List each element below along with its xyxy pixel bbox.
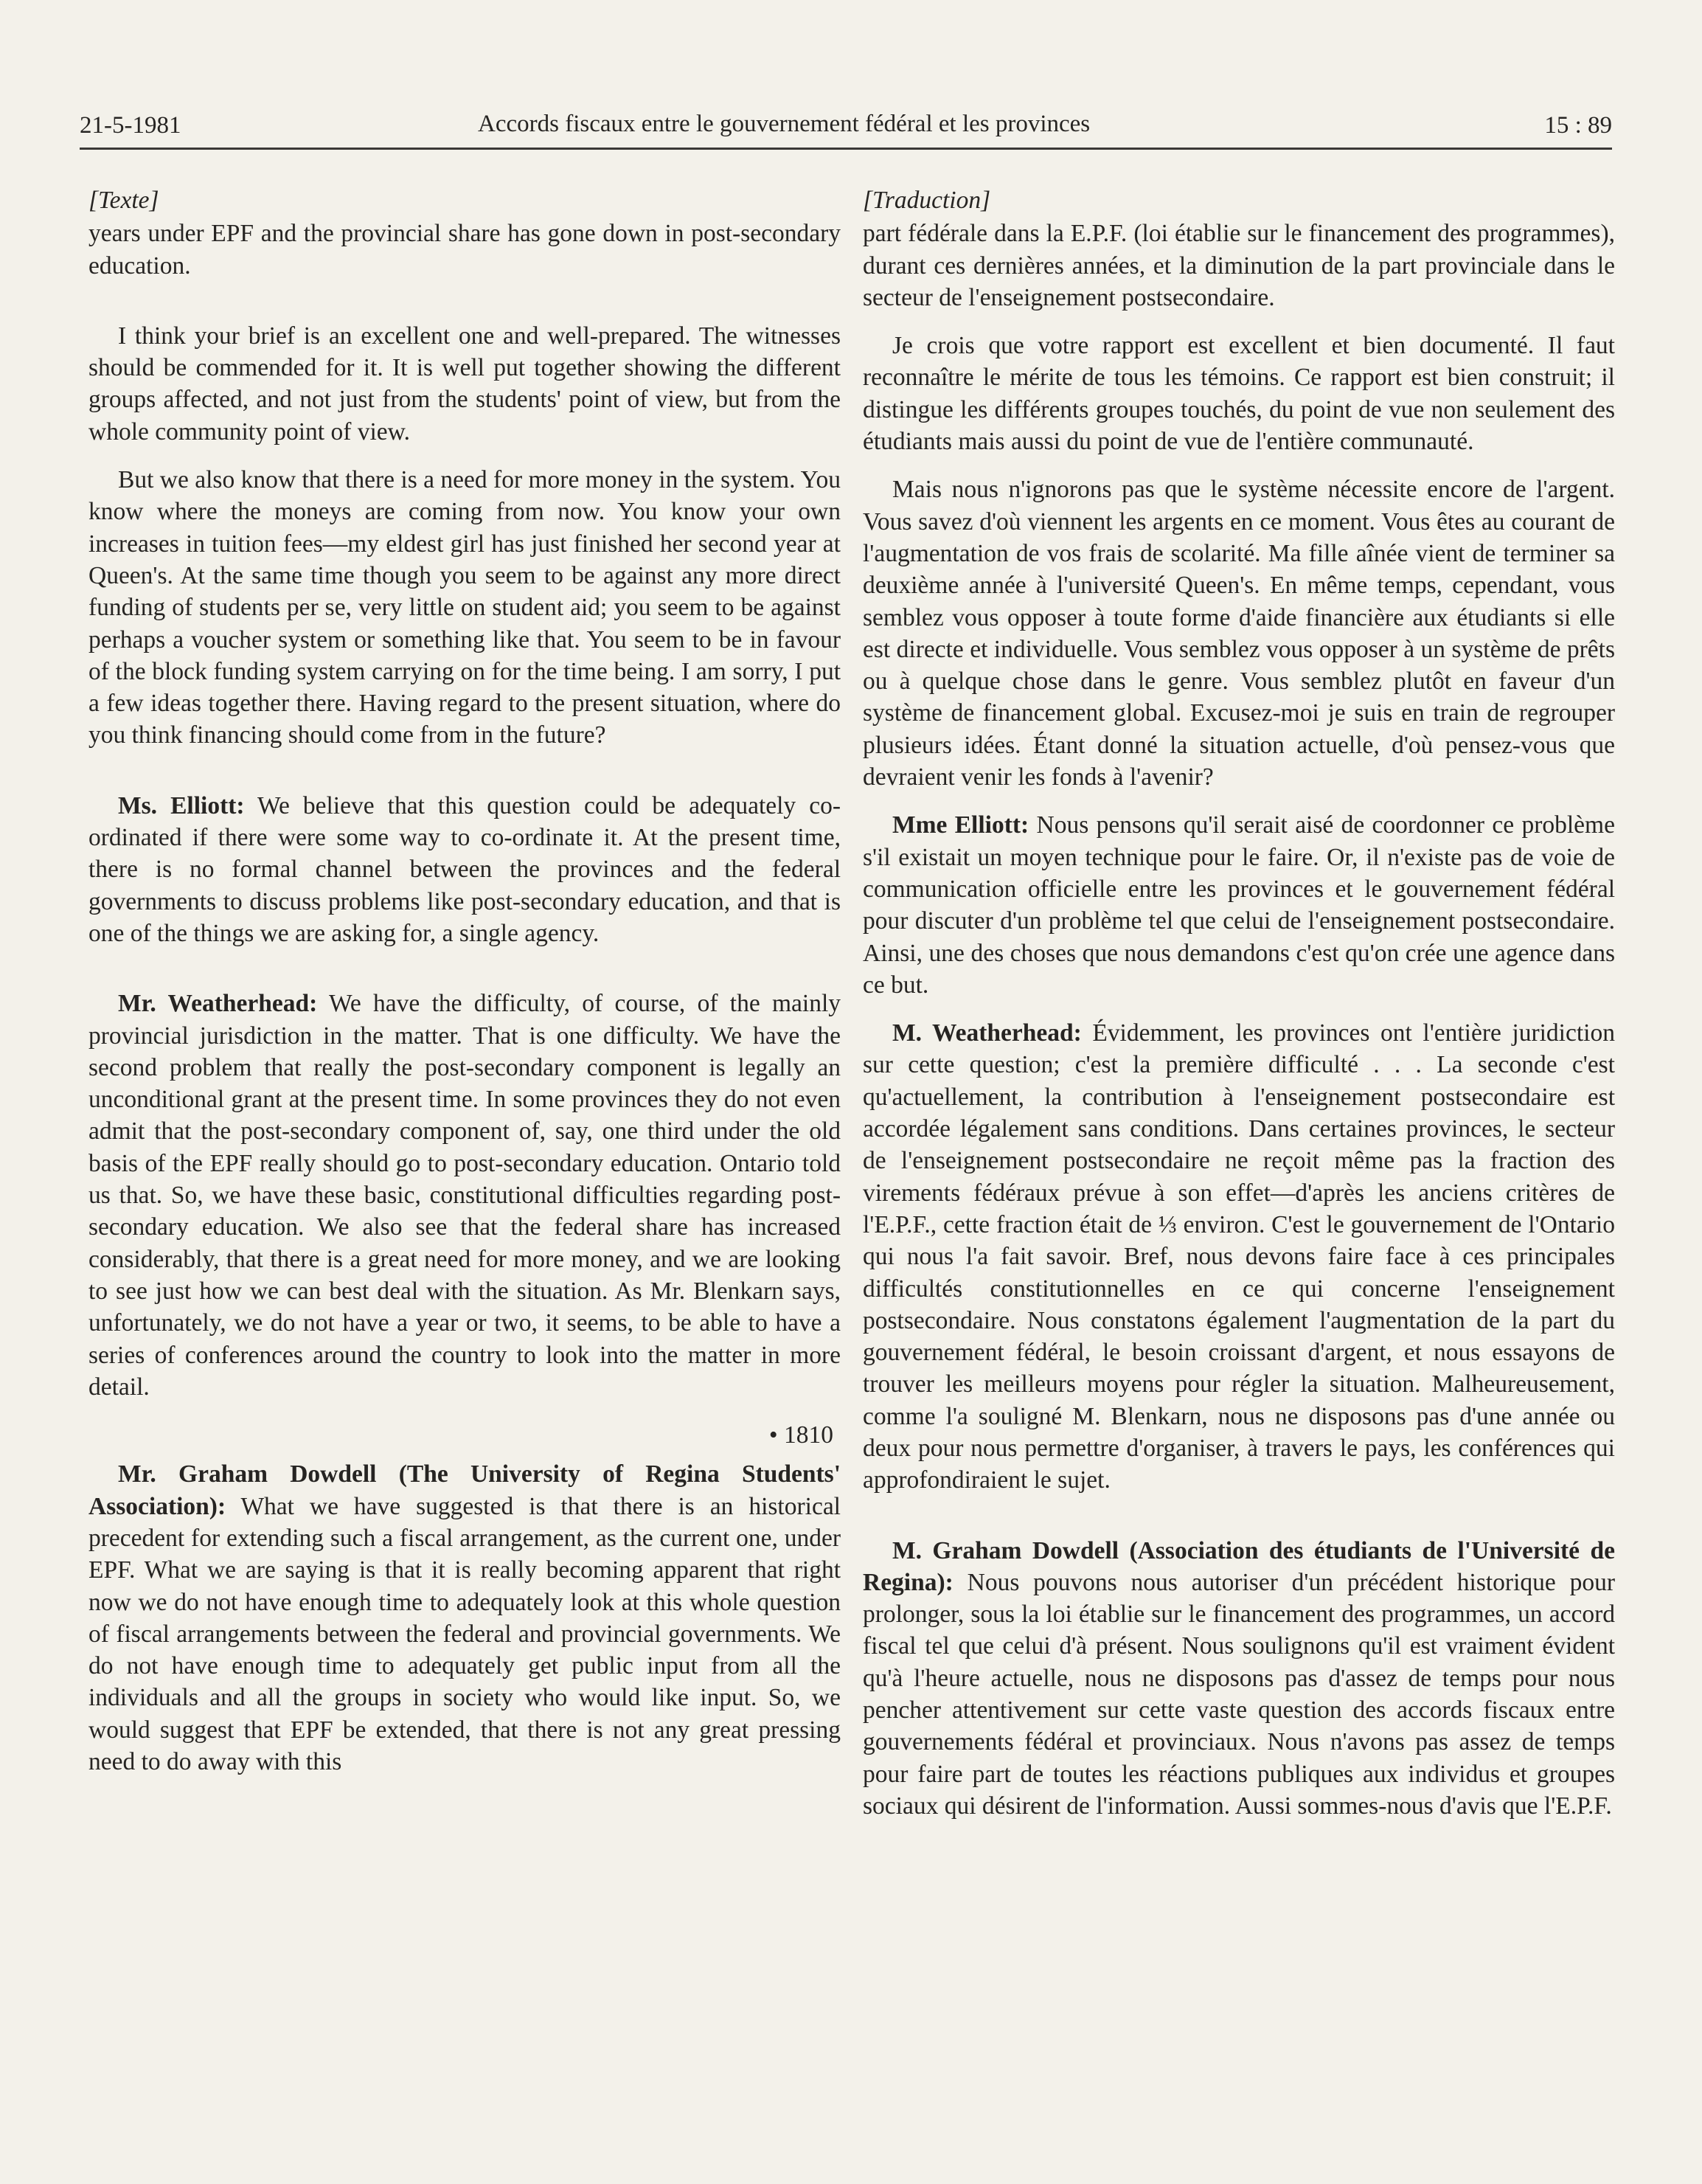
paragraph: Je crois que votre rapport est excellent et bien documenté. Il faut reconnaître le mérite de tous les témoins. Ce rapport est bien construit; il distingue les différents groupes touchés, du point de vue non seulement des étudiants mais aussi du point de vue de l'entière communauté. [863,332,1615,456]
speech-paragraph [88,988,841,1403]
speech-text: What we have suggested is that there is an historical precedent for extending such a fiscal arrangement, as the current one, under EPF. What we are saying is that it is really becoming apparent that right now we do not have enough time to adequately look at this whole question of fiscal arrangements between the federal and provincial governments. We do not have enough time to adequately get public input from all the individuals and all the groups in society who would like input. So, we would suggest that EPF be extended, that there is not any great pressing need to do away with this [88,1492,841,1776]
column-label: [Traduction] [863,187,991,214]
english-column [88,184,841,2146]
time-marker: • 1810 [768,1421,833,1449]
column-label: [Texte] [88,187,159,214]
speech-paragraph [863,1535,1615,1823]
speech-paragraph [863,809,1615,1001]
header-page-number: 15 : 89 [1544,112,1612,139]
french-column [863,184,1615,2146]
speech-text: Évidemment, les provinces ont l'entière juridiction sur cette question; c'est la première difficulté . . . La seconde c'est qu'actuellement, la contribution à l'enseignement postsecondaire est accordée légalement sans conditions. Dans certaines provinces, le secteur de l'enseignement postsecondaire ne reçoit même pas la fraction des virements fédéraux prévue à son effet—d'après les anciens critères de l'E.P.F., cette fraction était de ⅓ environ. C'est le gouvernement de l'Ontario qui nous l'a fait savoir. Bref, nous devons faire face à ces principales difficultés constitutionnelles en ce qui concerne l'enseignement postsecondaire. Nous constatons également l'augmentation de la part du gouvernement fédéral, le besoin croissant d'argent, et nous essayons de trouver les meilleurs moyens pour régler la situation. Malheureusement, comme l'a souligné M. Blenkarn, nous ne disposons pas d'une année ou deux pour nous permettre d'organiser, à travers le pays, les conférences qui approfondiraient le sujet. [863,1019,1615,1494]
speech-text: Nous pouvons nous autoriser d'un précédent historique pour prolonger, sous la loi établie sur le financement des programmes, un accord fiscal tel que celui d'à présent. Nous soulignons qu'il est vraiment évident qu'à l'heure actuelle, nous ne disposons pas d'assez de temps pour nous pencher attentivement sur cette vaste question des accords fiscaux entre gouvernements fédéral et provinciaux. Nous n'avons pas assez de temps pour faire part de toutes les réactions publiques aux individus et groupes sociaux qui désirent de l'information. Aussi sommes-nous d'avis que l'E.P.F. [863,1568,1615,1820]
page-header [80,109,1612,150]
speaker-name: Mr. Weatherhead: [118,990,318,1018]
speaker-name: Mr. Graham Dowdell (The University of Regina Students' Association): [88,1460,841,1520]
speech-paragraph [88,790,841,949]
paragraph: But we also know that there is a need for more money in the system. You know where the moneys are coming from now. You know your own increases in tuition fees—my eldest girl has just finished her second year at Queen's. At the same time though you seem to be against any more direct funding of students per se, very little on student aid; you seem to be against perhaps a voucher system or something like that. You seem to be in favour of the block funding system carrying on for the time being. I am sorry, I put a few ideas together there. Having regard to the present situation, where do you think financing should come from in the future? [88,466,841,749]
header-date: 21-5-1981 [80,112,181,139]
paragraph: I think your brief is an excellent one and well-prepared. The witnesses should be commended for it. It is well put together showing the different groups affected, and not just from the students' point of view, but from the whole community point of view. [88,322,841,446]
speaker-name: Mme Elliott: [892,811,1029,839]
speech-text: We believe that this question could be adequately co-ordinated if there were some way to co-ordinate it. At the present time, there is no formal channel between the provinces and the federal governments to discuss problems like post-secondary education, and that is one of the things we are asking for, a single agency. [88,791,841,947]
speech-paragraph [863,1017,1615,1496]
speech-text: Nous pensons qu'il serait aisé de coordonner ce problème s'il existait un moyen technique pour le faire. Or, il n'existe pas de voie de communication officielle entre les provinces et le gouvernement fédéral pour discuter d'un problème tel que celui de l'enseignement postsecondaire. Ainsi, une des choses que nous demandons c'est qu'on crée une agence dans ce but. [863,811,1615,999]
speaker-name: Ms. Elliott: [118,791,245,819]
speaker-name: M. Graham Dowdell (Association des étudiants de l'Université de Regina): [863,1536,1615,1596]
paragraph: Mais nous n'ignorons pas que le système nécessite encore de l'argent. Vous savez d'où viennent les argents en ce moment. Vous êtes au courant de l'augmentation de vos frais de scolarité. Ma fille aînée vient de terminer sa deuxième année à l'université Queen's. En même temps, cependant, vous semblez vous opposer à toute forme d'aide financière aux étudiants si elle est directe et individuelle. Vous semblez vous opposer à un système de prêts ou à quelque chose dans le genre. Vous semblez plutôt en faveur d'un système de financement global. Excusez-moi je suis en train de regrouper plusieurs idées. Étant donné la situation actuelle, d'où pensez-vous que devraient venir les fonds à l'avenir? [863,476,1615,791]
paragraph: years under EPF and the provincial share has gone down in post-secondary education. [88,220,841,280]
speaker-name: M. Weatherhead: [892,1019,1082,1047]
header-title: Accords fiscaux entre le gouvernement fédéral et les provinces [478,111,1091,137]
speech-text: We have the difficulty, of course, of the mainly provincial jurisdiction in the matter. That is one difficulty. We have the second problem that really the post-secondary component is legally an unconditional grant at the present time. In some provinces they do not even admit that the post-secondary component of, say, one third under the old basis of the EPF really should go to post-secondary education. Ontario told us that. So, we have these basic, constitutional difficulties regarding post-secondary education. We also see that the federal share has increased considerably, that there is a great need for more money, and we are looking to see just how we can best deal with the situation. As Mr. Blenkarn says, unfortunately, we do not have a year or two, it seems, to be able to have a series of conferences around the country to look into the matter in more detail. [88,990,841,1401]
paragraph: part fédérale dans la E.P.F. (loi établie sur le financement des programmes), durant ces dernières années, et la diminution de la part provinciale dans le secteur de l'enseignement postsecondaire. [863,220,1615,311]
speech-paragraph [88,1458,841,1778]
